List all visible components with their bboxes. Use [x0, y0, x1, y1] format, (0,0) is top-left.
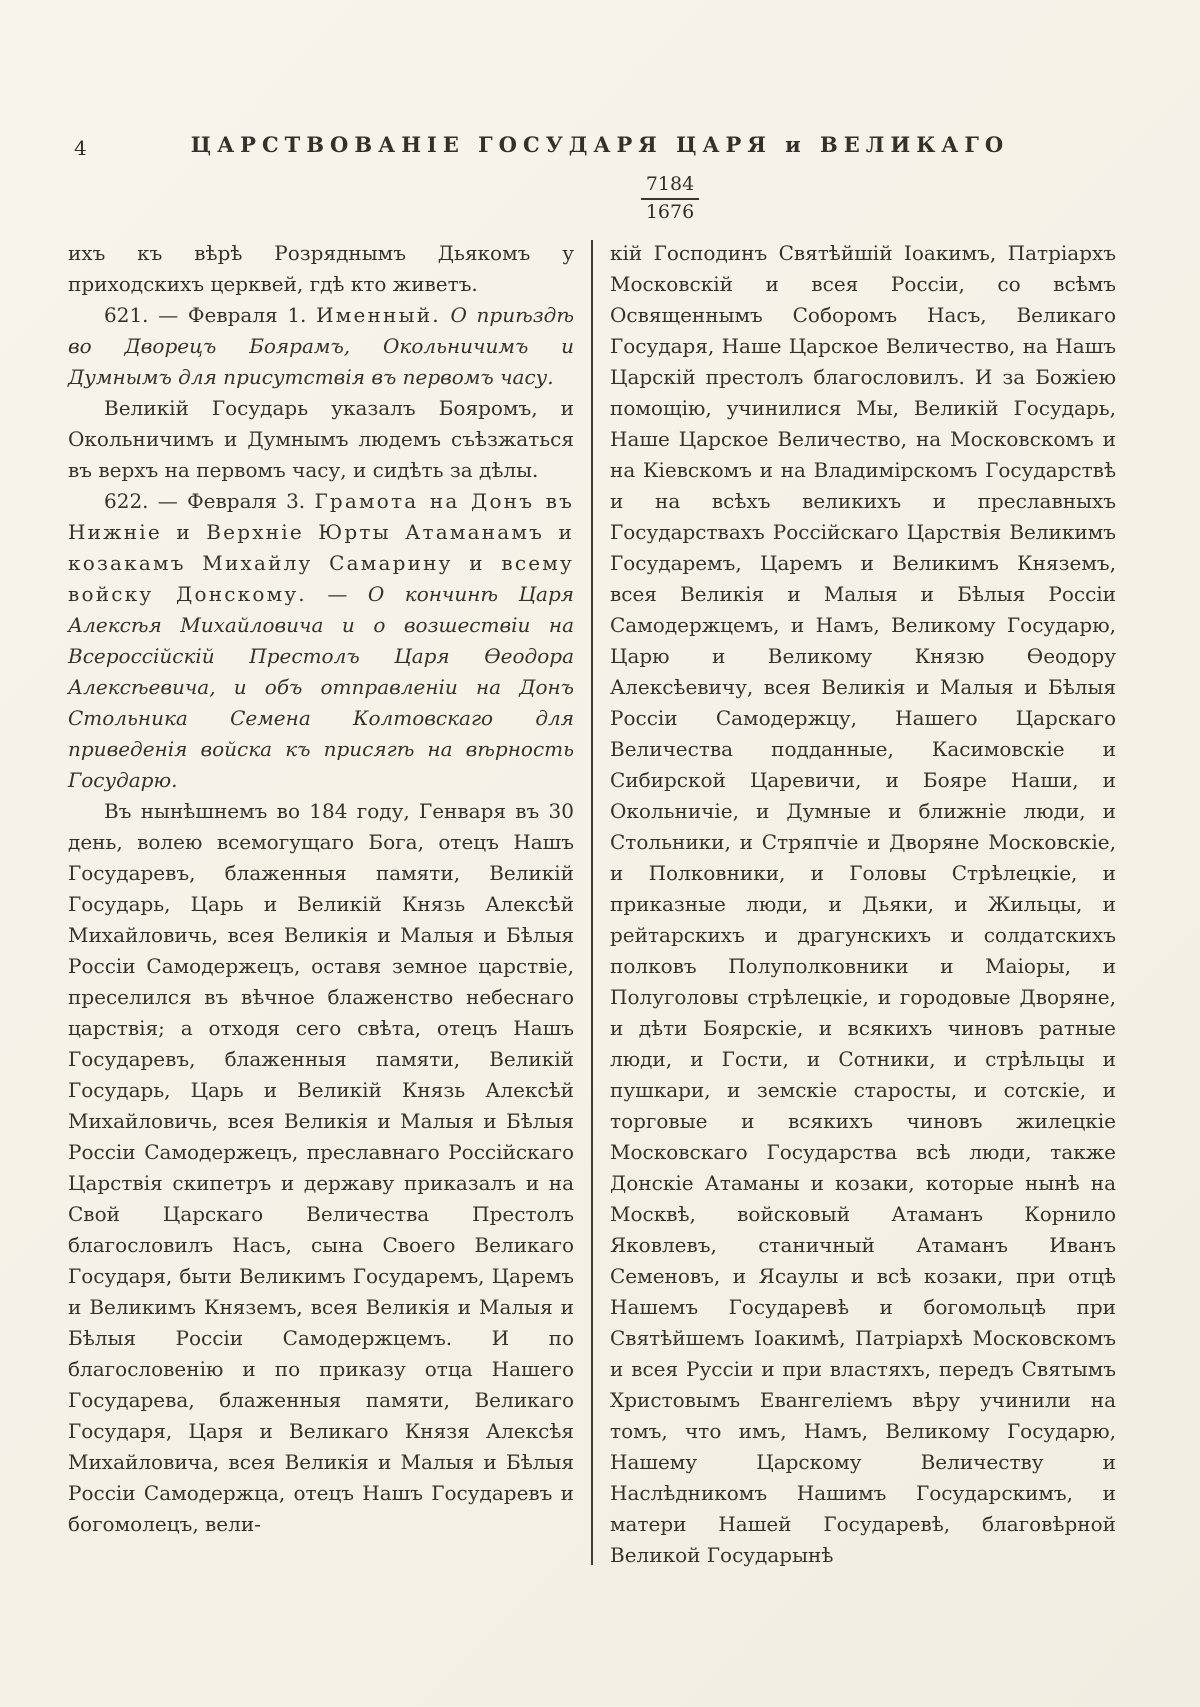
text-segment: кій Господинъ Святѣйшій Іоакимъ, Патріархъ Московскій и всея Россіи, со всѣмъ Освященнымъ Соборомъ Насъ, Великаго Государя, Наше Царское Величество, на Нашъ Царскій престолъ благословилъ. И за Божіею помощію, учинилися Мы, Великій Государь, Наше Царское Величество, на Московскомъ и на Кіевскомъ и на Владимірскомъ Государствѣ и на всѣхъ великихъ и преславныхъ Государствахъ Россійскаго Царствія Великимъ Государемъ, Царемъ и Великимъ Княземъ, всея Великія и Малыя и Бѣлыя Россіи Самодержцемъ, и Намъ, Великому Государю, Царю и Великому Князю Ѳеодору Алексѣевичу, всея Великія и Малыя и Бѣлыя Россіи Самодержцу, Нашего Царскаго Величества подданные, Касимовскіе и Сибирской Царевичи, и Бояре Наши, и Окольничіе, и Думные и ближніе люди, и Стольники, и Стряпчіе и Дворяне Московскіе, и Полковники, и Головы Стрѣлецкіе, и приказные люди, и Дьяки, и Жильцы, и рейтарскихъ и драгунскихъ и солдатскихъ полковъ Полуполковники и Маіоры, и Полуголовы стрѣлецкіе, и городовые Дворяне, и дѣти Боярскіе, и всякихъ чиновъ ратные люди, и Гости, и Сотники, и стрѣльцы и пушкари, и земскіе старосты, и сотскіе, и торговые и всякихъ чиновъ жилецкіе Московскаго Государства всѣ люди, также Донскіе Атаманы и козаки, которые нынѣ на Москвѣ, войсковый Атаманъ Корнило Яковлевъ, станичный Атаманъ Иванъ Семеновъ, и Ясаулы и всѣ козаки, при отцѣ Нашемъ Государевѣ и богомольцѣ при Святѣйшемъ Іоакимѣ, Патріархѣ Московскомъ и всея Руссіи и при властяхъ, передъ Святымъ Христовымъ Евангеліемъ вѣру учинили на томъ, что имъ, Намъ, Великому Государю, Нашему Царскому Величеству и Наслѣдникомъ Нашимъ Государскимъ, и матери Нашей Государевѣ, благовѣрной Великой Государынѣ — [610, 240, 1116, 1567]
column-divider — [591, 240, 593, 1565]
paragraph — [68, 238, 574, 300]
text-segment: 621. — Февраля 1. — [104, 302, 317, 327]
text-segment: — — [306, 581, 368, 606]
running-title: ЦАРСТВОВАНІЕ ГОСУДАРЯ ЦАРЯ и ВЕЛИКАГО — [190, 132, 1010, 157]
text-segment: О приѣздѣ во Дворецъ Боярамъ, Окольничимъ и Думнымъ для присутствія въ первомъ часу. — [68, 302, 574, 389]
page-header — [68, 132, 1132, 166]
paragraph — [68, 796, 574, 1540]
year-fraction-stack — [641, 174, 699, 224]
text-segment: Именный. — [316, 302, 441, 327]
year-top: 7184 — [641, 174, 699, 200]
paragraph — [68, 393, 574, 486]
text-segment: Въ нынѣшнемъ во 184 году, Генваря въ 30 день, волею всемогущаго Бога, отецъ Нашъ Государевъ, блаженныя памяти, Великій Государь, Царь и Великій Князь Алексѣй Михайловичь, всея Великія и Малыя и Бѣлыя Россіи Самодержецъ, оставя земное царствіе, преселился въ вѣчное блаженство небеснаго царствія; а отходя сего свѣта, отецъ Нашъ Государевъ, блаженныя памяти, Великій Государь, Царь и Великій Князь Алексѣй Михайловичь, всея Великія и Малыя и Бѣлыя Россіи Самодержецъ, преславнаго Россійскаго Царствія скипетръ и державу приказалъ и на Свой Царскаго Величества Престолъ благословилъ Насъ, сына Своего Великаго Государя, быти Великимъ Государемъ, Царемъ и Великимъ Княземъ, всея Великія и Малыя и Бѣлыя Россіи Самодержцемъ. И по благословенію и по приказу отца Нашего Государева, блаженныя памяти, Великаго Государя, Царя и Великаго Князя Алексѣя Михайловича, всея Великія и Малыя и Бѣлыя Россіи Самодержца, отецъ Нашъ Государевъ и богомолецъ, вели- — [68, 798, 574, 1536]
page-number: 4 — [74, 136, 87, 160]
paragraph — [610, 238, 1116, 1571]
text-segment: Грамота на Донъ въ Нижніе и Верхніе Юрты Атаманамъ и козакамъ Михайлу Самарину и всему войску Донскому. — [68, 488, 574, 606]
text-segment: 622. — Февраля 3. — [104, 488, 315, 513]
left-column — [68, 238, 574, 1571]
text-segment: ихъ къ вѣрѣ Розряднымъ Дьякомъ у приходскихъ церквей, гдѣ кто живетъ. — [68, 240, 574, 296]
year-bottom: 1676 — [645, 200, 695, 223]
year-fraction — [68, 174, 1132, 224]
paragraph — [68, 300, 574, 393]
paragraph — [68, 486, 574, 796]
text-segment: Великій Государь указалъ Бояромъ, и Окольничимъ и Думнымъ людемъ съѣзжаться въ верхъ на первомъ часу, и сидѣть за дѣлы. — [68, 395, 574, 482]
text-columns — [68, 238, 1132, 1571]
text-segment: О кончинѣ Царя Алексѣя Михайловича и о возшествіи на Всероссійскій Престолъ Царя Ѳеодора Алексѣевича, и объ отправленіи на Донъ Стольника Семена Колтовскаго для приведенія войска къ присягѣ на вѣрность Государю. — [68, 581, 574, 792]
right-column — [610, 238, 1116, 1571]
